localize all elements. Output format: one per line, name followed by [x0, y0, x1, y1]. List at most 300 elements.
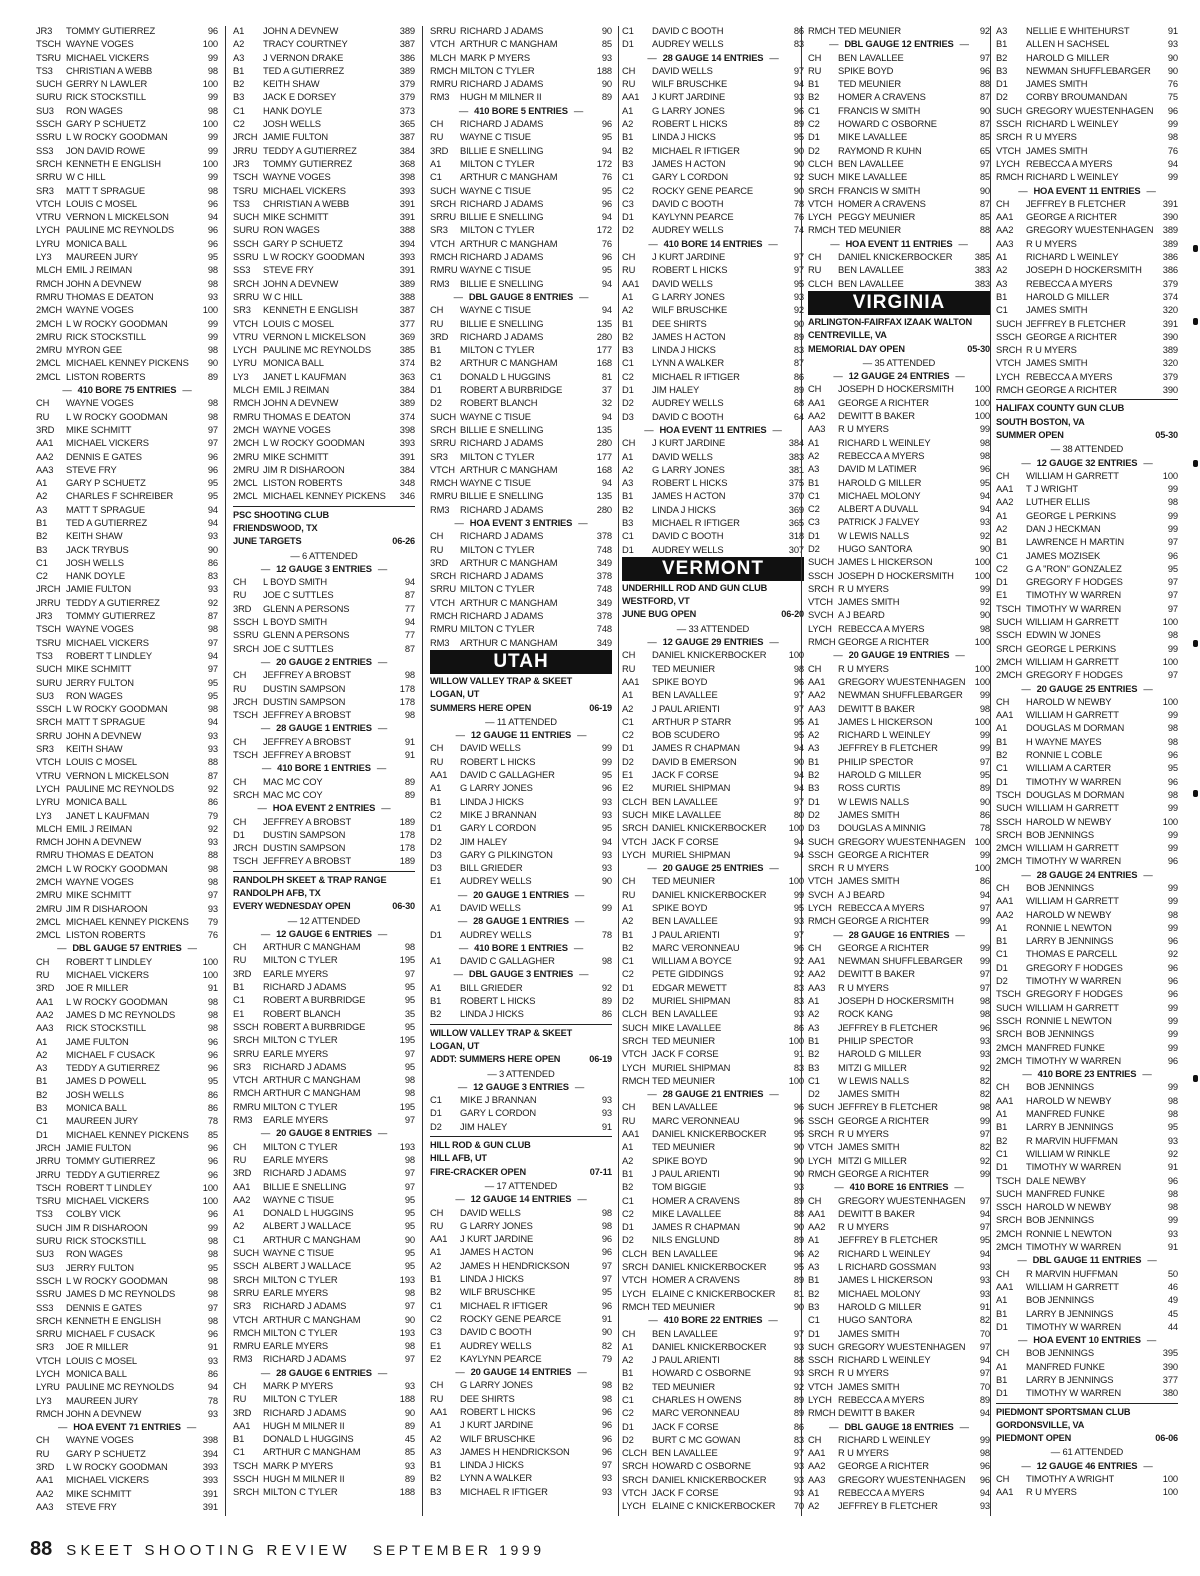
- class-code: SUCH: [808, 556, 834, 568]
- score: 98: [979, 995, 990, 1007]
- result-row: [430, 476, 612, 489]
- result-row: [233, 1047, 415, 1060]
- result-row: [996, 642, 1178, 655]
- class-code: B2: [430, 1008, 442, 1020]
- score: 100: [974, 396, 990, 408]
- shooter-name: WAYNE VOGES: [66, 1434, 134, 1446]
- result-row: [36, 237, 218, 250]
- class-code: SRCH: [996, 1214, 1022, 1226]
- shooter-name: RICHARD J ADAMS: [460, 330, 544, 342]
- result-row: [622, 741, 804, 754]
- shooter-name: THOMAS E DEATON: [66, 290, 154, 302]
- result-row: [622, 954, 804, 967]
- score: 79: [207, 915, 218, 927]
- result-row: [233, 1445, 415, 1458]
- result-row: [430, 1106, 612, 1119]
- result-row: [808, 821, 990, 834]
- class-code: AA2: [36, 1008, 54, 1020]
- result-row: [996, 1267, 1178, 1280]
- class-code: JRCH: [233, 131, 258, 143]
- shooter-name: SPIKE BOYD: [652, 1154, 708, 1166]
- result-row: [808, 1047, 990, 1060]
- score: 90: [793, 144, 804, 156]
- class-code: VTCH: [622, 1048, 647, 1060]
- class-code: C1: [622, 1393, 634, 1405]
- result-row: [233, 575, 415, 588]
- result-row: [36, 1048, 218, 1061]
- class-code: SUCH: [996, 104, 1022, 116]
- class-code: D2: [808, 144, 820, 156]
- class-code: C1: [808, 104, 820, 116]
- score: 95: [207, 251, 218, 263]
- result-row: [233, 104, 415, 117]
- result-row: [36, 995, 218, 1008]
- score: 99: [1167, 828, 1178, 840]
- result-row: [233, 370, 415, 383]
- shooter-name: LINDA J HICKS: [652, 344, 716, 356]
- score: 91: [207, 1341, 218, 1353]
- result-row: [430, 410, 612, 423]
- dash: —: [768, 237, 778, 249]
- result-row: [233, 788, 415, 801]
- shooter-name: L W ROCKY GOODMAN: [66, 317, 168, 329]
- dash: —: [453, 290, 463, 302]
- score: 99: [1167, 171, 1178, 183]
- result-row: [233, 1180, 415, 1193]
- shooter-name: MICHAEL KENNEY PICKENS: [66, 357, 189, 369]
- class-code: SRRU: [430, 211, 456, 223]
- class-code: A1: [36, 477, 48, 489]
- shooter-name: JEFFREY A BROBST: [263, 735, 352, 747]
- result-row: [622, 1486, 804, 1499]
- shooter-name: TIMOTHY W WARREN: [1026, 589, 1121, 601]
- class-code: SSCH: [36, 118, 62, 130]
- class-code: SUCH: [430, 410, 456, 422]
- result-row: [430, 1299, 612, 1312]
- shooter-name: DOUGLAS M DORMAN: [1026, 722, 1125, 734]
- result-row: [430, 303, 612, 316]
- score: 100: [974, 410, 990, 422]
- score: 89: [793, 1234, 804, 1246]
- score: 95: [207, 1261, 218, 1273]
- shooter-name: BEN LAVALLEE: [838, 157, 904, 169]
- class-code: AA1: [996, 1094, 1014, 1106]
- class-code: AA1: [808, 675, 826, 687]
- result-row: [996, 1346, 1178, 1359]
- shooter-name: BILLIE E SNELLING: [460, 211, 544, 223]
- event-heading: [996, 184, 1178, 197]
- dash: —: [1017, 1334, 1028, 1346]
- result-row: [36, 144, 218, 157]
- class-code: SUCH: [36, 1221, 62, 1233]
- score: 398: [202, 1434, 218, 1446]
- score: 394: [202, 1447, 218, 1459]
- result-row: [996, 144, 1178, 157]
- event-heading: [233, 721, 415, 734]
- score: 99: [1167, 709, 1178, 721]
- state-banner: VERMONT: [622, 557, 804, 581]
- shooter-name: G LARRY JONES: [652, 290, 725, 302]
- class-code: VTCH: [430, 237, 455, 249]
- class-code: CH: [233, 815, 247, 827]
- class-code: 2MCH: [996, 855, 1022, 867]
- score: 99: [979, 423, 990, 435]
- shooter-name: RON WAGES: [263, 224, 320, 236]
- result-row: [622, 476, 804, 489]
- score: 93: [601, 1485, 612, 1497]
- score: 393: [399, 251, 415, 263]
- result-row: [233, 1246, 415, 1259]
- shooter-name: GREGORY F HODGES: [1026, 669, 1123, 681]
- class-code: RMCH: [430, 64, 458, 76]
- shooter-name: TOMMY GUTIERREZ: [66, 610, 156, 622]
- class-code: RMCH: [622, 1300, 650, 1312]
- class-code: RU: [430, 543, 444, 555]
- shooter-name: BILLIE E SNELLING: [460, 277, 544, 289]
- score: 90: [207, 357, 218, 369]
- dash: —: [57, 1421, 68, 1433]
- class-code: AA2: [808, 1460, 826, 1472]
- shooter-name: RICHARD L WEINLEY: [1026, 118, 1119, 130]
- shooter-name: ARTHUR C MANGHAM: [460, 636, 558, 648]
- dash: —: [769, 636, 779, 648]
- score: 89: [979, 782, 990, 794]
- club-line: FRIENDSWOOD, TX: [233, 522, 318, 533]
- score: 96: [207, 1168, 218, 1180]
- class-code: TSCH: [996, 788, 1021, 800]
- class-code: A1: [622, 902, 634, 913]
- class-code: RMCH: [996, 384, 1024, 396]
- result-row: [622, 170, 804, 183]
- shooter-name: JAMES SMITH: [838, 1088, 900, 1100]
- class-code: D3: [808, 822, 820, 834]
- score: 188: [399, 1486, 415, 1498]
- class-code: AA2: [996, 908, 1014, 920]
- result-row: [36, 1221, 218, 1234]
- class-code: D3: [430, 848, 442, 860]
- attendance: [233, 914, 415, 927]
- class-code: 2MCH: [36, 317, 62, 329]
- score: 90: [601, 1326, 612, 1338]
- score: 93: [793, 1181, 804, 1193]
- shooter-name: AUDREY WELLS: [652, 38, 724, 50]
- shooter-name: AUDREY WELLS: [460, 875, 532, 887]
- class-code: C2: [430, 1312, 442, 1324]
- class-code: SUCH: [808, 1340, 834, 1352]
- score: 97: [1167, 589, 1178, 601]
- dash: —: [829, 38, 839, 50]
- score: 86: [793, 25, 804, 36]
- result-row: [36, 649, 218, 662]
- class-code: RMRU: [430, 490, 458, 502]
- result-row: [996, 961, 1178, 974]
- score: 76: [793, 211, 804, 223]
- class-code: CH: [430, 304, 444, 316]
- score: 97: [404, 1114, 415, 1126]
- result-row: [233, 117, 415, 130]
- score: 97: [207, 1301, 218, 1313]
- result-row: [36, 157, 218, 170]
- result-row: [622, 1406, 804, 1419]
- result-row: [996, 1134, 1178, 1147]
- result-row: [233, 210, 415, 223]
- score: 89: [793, 118, 804, 130]
- dash: —: [484, 1179, 497, 1191]
- shooter-name: REBECCA A MYERS: [838, 1393, 925, 1405]
- shooter-name: LYNN A WALKER: [652, 357, 725, 369]
- score: 93: [793, 1460, 804, 1472]
- result-row: [808, 515, 990, 528]
- shooter-name: ROCKY GENE PEARCE: [652, 184, 753, 196]
- result-row: [622, 356, 804, 369]
- class-code: 3RD: [233, 967, 252, 979]
- score: 379: [1162, 370, 1178, 382]
- result-row: [996, 303, 1178, 316]
- score: 172: [596, 224, 612, 236]
- score: 168: [596, 463, 612, 475]
- result-row: [622, 1167, 804, 1180]
- shooter-name: KEITH SHAW: [263, 78, 320, 90]
- page-footer: [30, 1538, 1170, 1568]
- result-row: [808, 1446, 990, 1459]
- score: 91: [1167, 1161, 1178, 1173]
- class-code: C2: [622, 729, 634, 741]
- dash: —: [648, 1314, 658, 1326]
- shooter-name: RON WAGES: [66, 1248, 123, 1260]
- result-row: [233, 1485, 415, 1498]
- score: 78: [207, 1115, 218, 1127]
- result-row: [996, 117, 1178, 130]
- score: 94: [793, 769, 804, 781]
- result-row: [233, 423, 415, 436]
- shooter-name: VERNON L MICKELSON: [66, 211, 169, 223]
- class-code: B1: [430, 1459, 442, 1471]
- class-code: SSRU: [233, 629, 259, 641]
- result-row: [622, 1433, 804, 1446]
- result-row: [996, 1041, 1178, 1054]
- class-code: D2: [808, 1088, 820, 1100]
- result-row: [36, 1128, 218, 1141]
- shooter-name: CHARLES H OWENS: [652, 1393, 742, 1405]
- result-row: [996, 1174, 1178, 1187]
- result-row: [808, 755, 990, 768]
- dash: —: [830, 237, 840, 249]
- shooter-name: VERNON L MICKELSON: [66, 769, 169, 781]
- score: 349: [596, 636, 612, 648]
- result-row: [622, 1047, 804, 1060]
- score: 99: [1167, 509, 1178, 521]
- event-heading-text: 20 GAUGE 19 ENTRIES: [848, 649, 950, 661]
- shooter-name: JOE C SUTTLES: [263, 589, 334, 601]
- score: 83: [793, 995, 804, 1007]
- shooter-name: JIM R DISHAROON: [263, 463, 345, 475]
- score: 98: [1167, 629, 1178, 641]
- class-code: RMRU: [430, 78, 458, 90]
- class-code: RMCH: [430, 477, 458, 489]
- class-code: A3: [808, 1021, 820, 1033]
- class-code: B3: [622, 516, 634, 528]
- class-code: D2: [622, 755, 634, 767]
- score: 98: [1167, 908, 1178, 920]
- dash: —: [290, 549, 303, 561]
- score: 99: [1167, 895, 1178, 907]
- score: 100: [974, 383, 990, 395]
- class-code: LYRU: [36, 796, 60, 808]
- event-heading: [808, 1180, 990, 1193]
- score: 307: [788, 543, 804, 555]
- class-code: C2: [430, 808, 442, 820]
- shooter-name: RICHARD J ADAMS: [263, 1060, 347, 1072]
- result-row: [808, 1393, 990, 1406]
- score: 78: [601, 928, 612, 940]
- dash: —: [457, 1080, 468, 1092]
- shoot-name: ADDT: SUMMERS HERE OPEN: [430, 1054, 561, 1065]
- result-row: [36, 1261, 218, 1274]
- result-row: [430, 768, 612, 781]
- class-code: AA2: [808, 968, 826, 980]
- shoot-name: FIRE-CRACKER OPEN: [430, 1166, 526, 1177]
- score: 100: [202, 118, 218, 130]
- result-row: [233, 1259, 415, 1272]
- shooter-name: STEVE FRY: [263, 264, 314, 276]
- score: 86: [793, 1021, 804, 1033]
- class-code: LY3: [36, 1394, 52, 1406]
- score: 89: [404, 1473, 415, 1485]
- class-code: SSCH: [996, 1201, 1022, 1213]
- class-code: JRCH: [36, 583, 61, 595]
- result-row: [996, 317, 1178, 330]
- result-row: [233, 588, 415, 601]
- shooter-name: MONICA BALL: [66, 1367, 127, 1379]
- result-row: [233, 1286, 415, 1299]
- score: 95: [404, 1020, 415, 1032]
- score: 86: [601, 1008, 612, 1020]
- class-code: B1: [430, 1273, 442, 1285]
- dash: —: [955, 928, 965, 940]
- result-row: [233, 356, 415, 369]
- shooter-name: TOM BIGGIE: [652, 1181, 707, 1193]
- result-row: [808, 1300, 990, 1313]
- score: 748: [596, 623, 612, 635]
- score: 99: [207, 51, 218, 63]
- result-row: [808, 1406, 990, 1419]
- result-row: [808, 688, 990, 701]
- score: 89: [979, 1393, 990, 1405]
- score: 390: [1162, 384, 1178, 396]
- class-code: B1: [808, 476, 820, 488]
- shooter-name: ROBERT L HICKS: [652, 477, 728, 489]
- score: 94: [793, 835, 804, 847]
- class-code: C1: [233, 104, 245, 116]
- result-row: [233, 1007, 415, 1020]
- class-code: D1: [622, 384, 634, 396]
- score: 91: [207, 982, 218, 994]
- class-code: CH: [996, 1473, 1010, 1485]
- result-row: [808, 1247, 990, 1260]
- result-row: [996, 974, 1178, 987]
- shooter-name: JACK F CORSE: [652, 1487, 719, 1499]
- class-code: AA1: [996, 709, 1014, 721]
- dash: —: [457, 888, 468, 900]
- score: 99: [979, 1114, 990, 1126]
- dash: —: [260, 1127, 271, 1139]
- shooter-name: JAMES H ACTON: [460, 1246, 534, 1258]
- class-code: C1: [996, 1147, 1008, 1159]
- dash: —: [647, 862, 657, 874]
- result-row: [996, 549, 1178, 562]
- score: 93: [1167, 1134, 1178, 1146]
- score: 96: [793, 1247, 804, 1259]
- score: 64: [793, 410, 804, 422]
- shooter-name: JEFFREY B FLETCHER: [1026, 317, 1126, 329]
- class-code: B3: [622, 157, 634, 169]
- score: 98: [404, 1340, 415, 1352]
- score: 94: [207, 503, 218, 515]
- class-code: CH: [808, 383, 822, 395]
- score: 178: [399, 695, 415, 707]
- result-row: [430, 755, 612, 768]
- class-code: JRCH: [36, 1141, 61, 1153]
- result-row: [233, 410, 415, 423]
- event-heading: [430, 1080, 612, 1093]
- dash: —: [1021, 682, 1031, 694]
- result-row: [36, 24, 218, 37]
- shooter-name: LISTON ROBERTS: [263, 477, 343, 489]
- shooter-name: ROBERT A BURBRIDGE: [263, 1020, 366, 1032]
- class-code: CH: [996, 197, 1010, 209]
- score: 189: [399, 815, 415, 827]
- class-code: SSRU: [36, 131, 62, 143]
- score: 94: [601, 410, 612, 422]
- shooter-name: AUDREY WELLS: [652, 224, 724, 236]
- result-row: [622, 290, 804, 303]
- shooter-name: RICHARD L WEINLEY: [838, 1433, 931, 1445]
- score: 86: [979, 808, 990, 820]
- result-row: [996, 157, 1178, 170]
- result-row: [622, 529, 804, 542]
- event-heading-text: 410 BORE 75 ENTRIES: [77, 384, 177, 396]
- class-code: AA1: [808, 396, 826, 408]
- score: 97: [601, 1459, 612, 1471]
- shooter-name: TIMOTHY A WRIGHT: [1026, 1473, 1115, 1485]
- score: 318: [788, 530, 804, 542]
- score: 91: [601, 1120, 612, 1132]
- result-row: [808, 1327, 990, 1340]
- result-row: [36, 303, 218, 316]
- class-code: RMRU: [233, 1340, 261, 1352]
- event-heading: [622, 237, 804, 250]
- class-code: 2MCH: [233, 437, 259, 449]
- class-code: RMCH: [808, 224, 836, 236]
- class-code: TSCH: [996, 988, 1021, 1000]
- score: 89: [601, 91, 612, 103]
- shooter-name: BEN LAVALLEE: [838, 264, 904, 276]
- shooter-name: DANIEL KNICKERBOCKER: [652, 1473, 767, 1485]
- result-row: [622, 503, 804, 516]
- shooter-name: MURIEL SHIPMAN: [652, 1061, 731, 1073]
- class-code: D2: [622, 995, 634, 1007]
- class-code: SSRU: [36, 1288, 62, 1300]
- shoot-title: [430, 1166, 612, 1179]
- score: 81: [793, 1287, 804, 1299]
- score: 94: [979, 1247, 990, 1259]
- shooter-name: THOMAS E PARCELL: [1026, 948, 1118, 960]
- score: 98: [404, 1074, 415, 1086]
- score: 89: [601, 995, 612, 1007]
- shooter-name: MILTON C TYLER: [460, 543, 535, 555]
- class-code: A1: [622, 1141, 634, 1153]
- class-code: 2MCL: [233, 477, 258, 489]
